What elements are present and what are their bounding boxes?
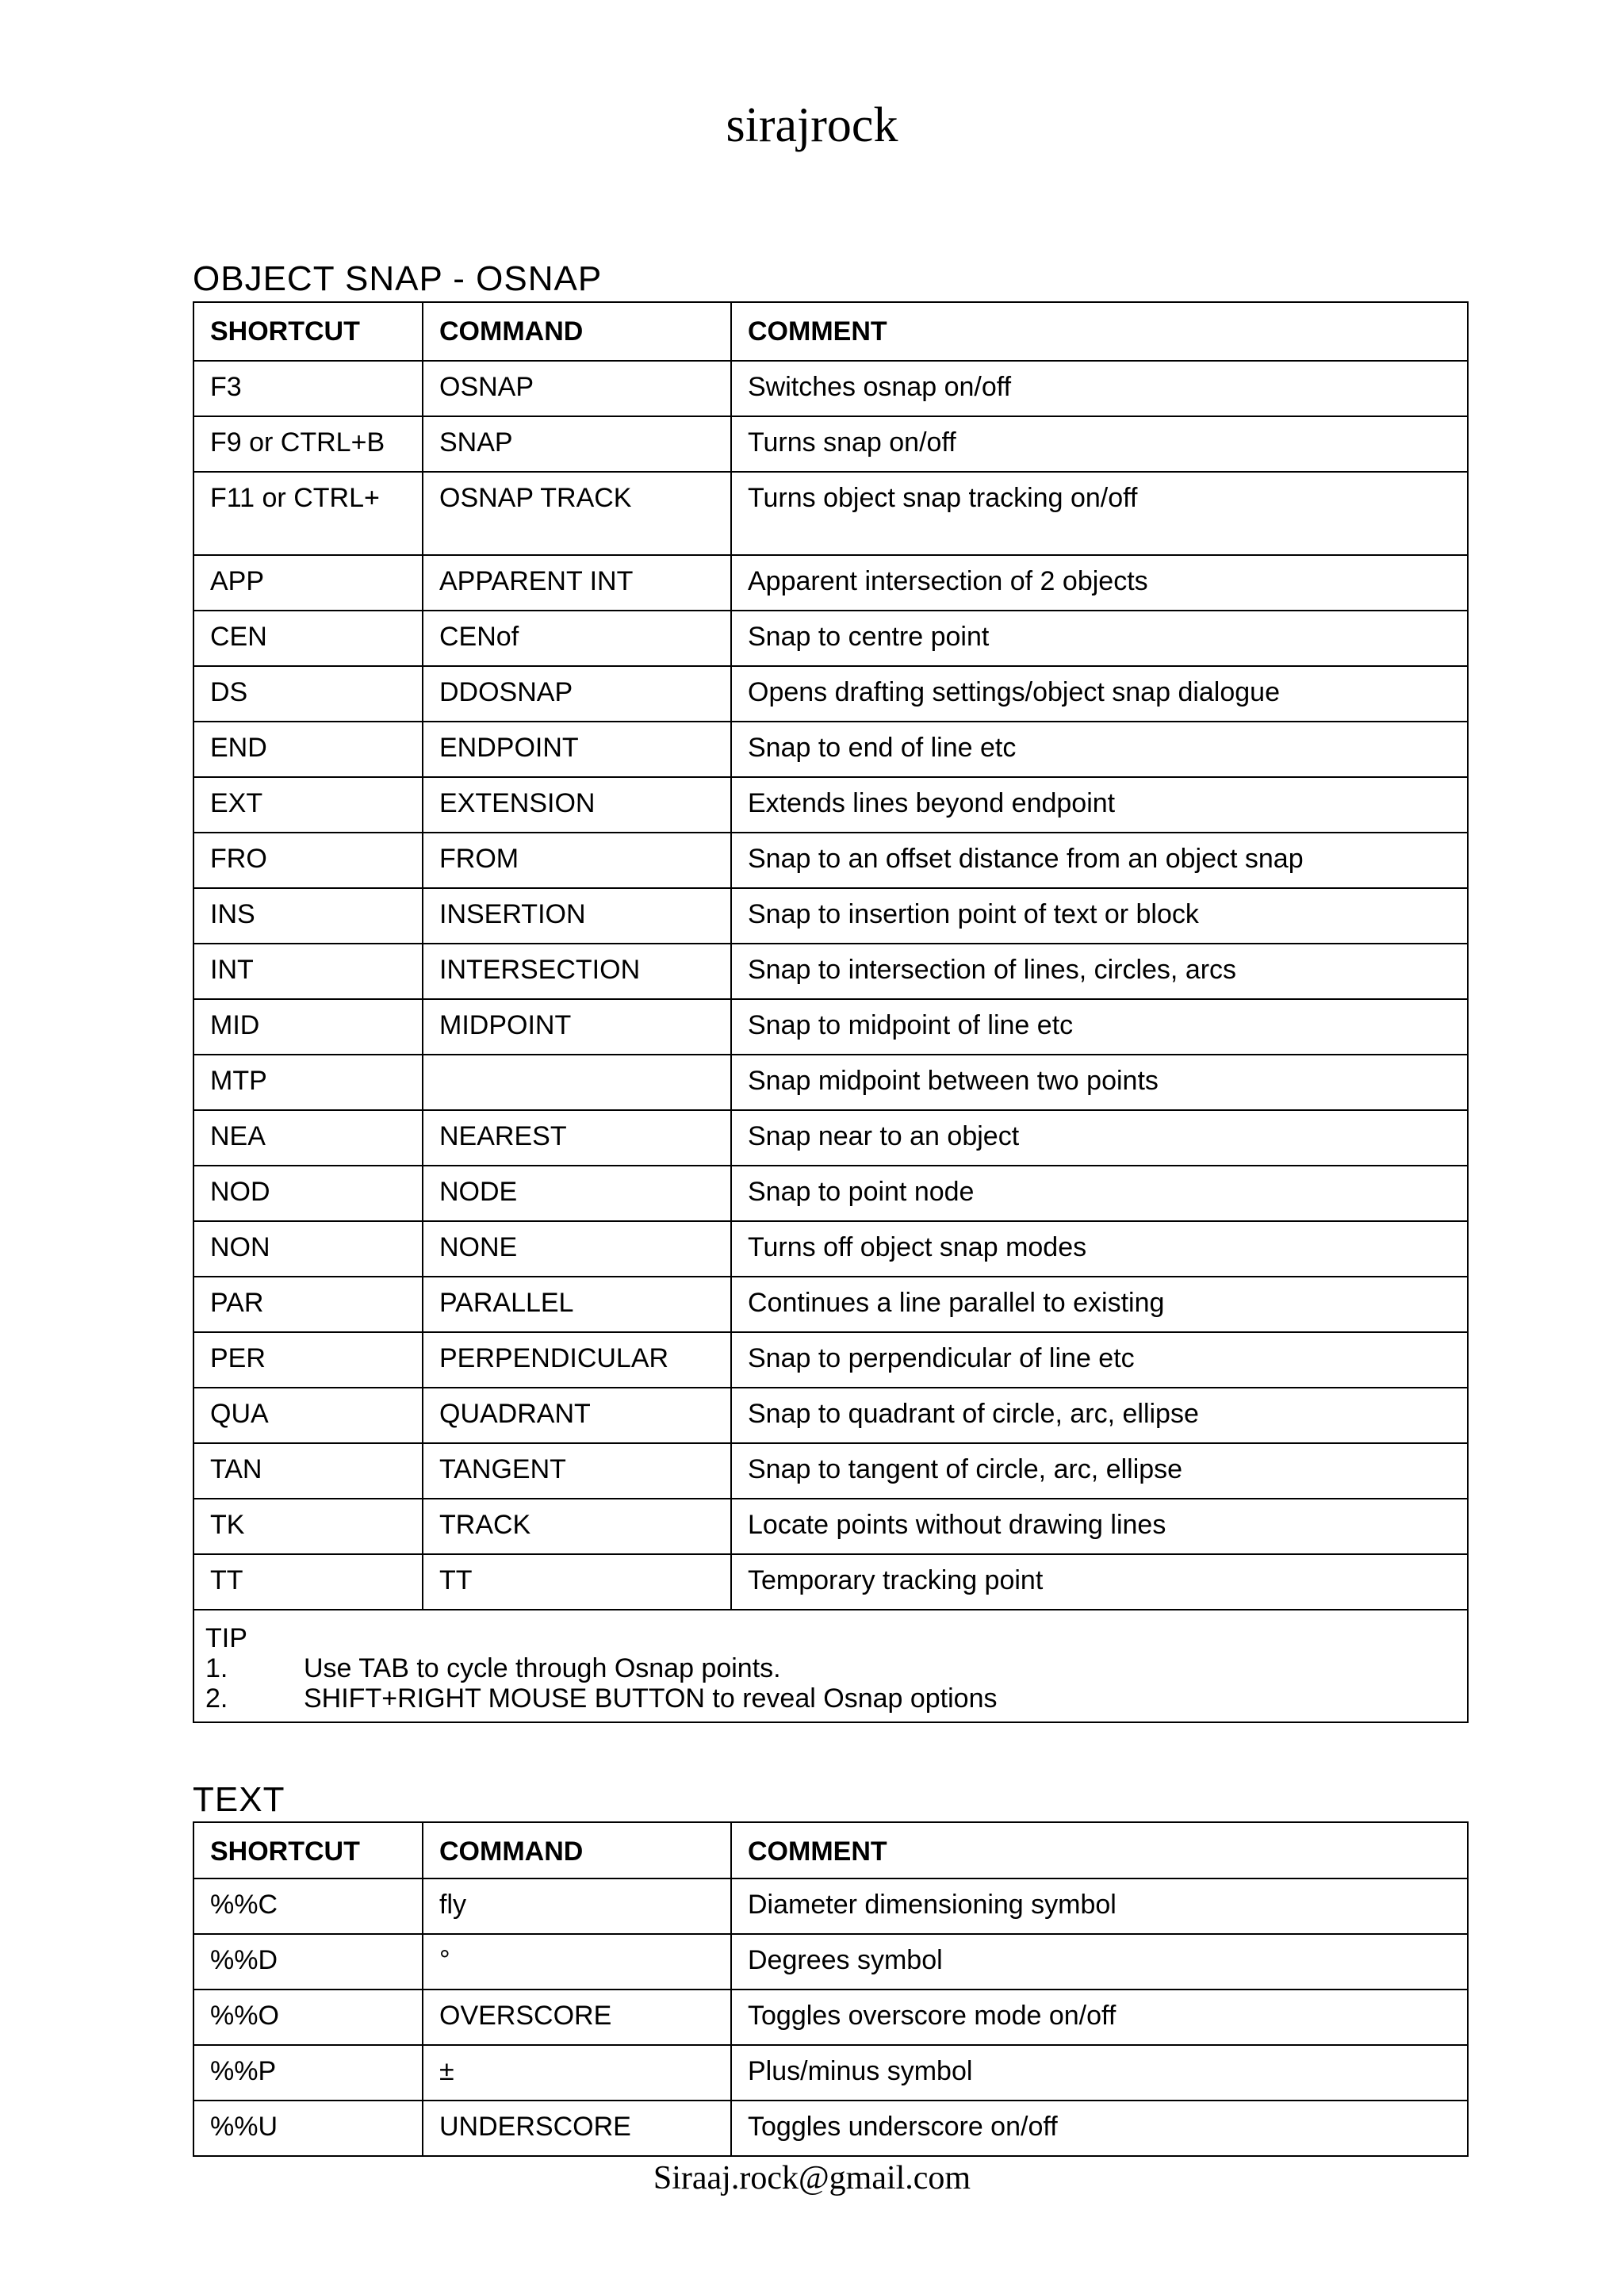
- command-cell: EXTENSION: [423, 777, 731, 833]
- command-cell: SNAP: [423, 416, 731, 472]
- comment-cell: Turns snap on/off: [731, 416, 1468, 472]
- shortcut-cell: NOD: [193, 1166, 423, 1221]
- command-cell: ﬂy: [423, 1878, 731, 1934]
- comment-cell: Snap to tangent of circle, arc, ellipse: [731, 1443, 1468, 1499]
- osnap-header-row: [193, 302, 1468, 361]
- command-cell: NONE: [423, 1221, 731, 1277]
- comment-cell: Snap near to an object: [731, 1110, 1468, 1166]
- comment-cell: Snap to intersection of lines, circles, arcs: [731, 944, 1468, 999]
- shortcut-cell: %%P: [193, 2045, 423, 2101]
- comment-cell: Snap to point node: [731, 1166, 1468, 1221]
- command-cell: ±: [423, 2045, 731, 2101]
- table-row: [193, 555, 1468, 611]
- table-row: [193, 1221, 1468, 1277]
- table-row: [193, 1388, 1468, 1443]
- table-row: [193, 2045, 1468, 2101]
- table-row: [193, 1878, 1468, 1934]
- shortcut-cell: NON: [193, 1221, 423, 1277]
- command-cell: TANGENT: [423, 1443, 731, 1499]
- table-row: [193, 944, 1468, 999]
- table-row: [193, 1990, 1468, 2045]
- page-header-title: sirajrock: [726, 98, 898, 152]
- tip-item-number: 2.: [205, 1683, 228, 1714]
- comment-cell: Snap to an offset distance from an object snap: [731, 833, 1468, 888]
- comment-cell: Snap to end of line etc: [731, 722, 1468, 777]
- shortcut-cell: TAN: [193, 1443, 423, 1499]
- comment-cell: Degrees symbol: [731, 1934, 1468, 1990]
- shortcut-cell: F11 or CTRL+: [193, 472, 423, 555]
- shortcut-cell: %%C: [193, 1878, 423, 1934]
- command-cell: FROM: [423, 833, 731, 888]
- table-row: [193, 1499, 1468, 1554]
- shortcut-cell: DS: [193, 666, 423, 722]
- tip-label: TIP: [205, 1623, 247, 1653]
- comment-cell: Switches osnap on/off: [731, 361, 1468, 416]
- command-cell: NEAREST: [423, 1110, 731, 1166]
- comment-cell: Extends lines beyond endpoint: [731, 777, 1468, 833]
- shortcut-cell: %%O: [193, 1990, 423, 2045]
- tip-item: [205, 1683, 1456, 1714]
- table-row: [193, 777, 1468, 833]
- comment-cell: Snap to perpendicular of line etc: [731, 1332, 1468, 1388]
- command-cell: INSERTION: [423, 888, 731, 944]
- table-row: [193, 999, 1468, 1055]
- table-row: [193, 666, 1468, 722]
- table-row: [193, 1055, 1468, 1110]
- table-row: [193, 833, 1468, 888]
- shortcut-cell: EXT: [193, 777, 423, 833]
- command-cell: PERPENDICULAR: [423, 1332, 731, 1388]
- text-table: [193, 1821, 1469, 2157]
- tip-item-text: SHIFT+RIGHT MOUSE BUTTON to reveal Osnap options: [304, 1683, 998, 1714]
- command-cell: QUADRANT: [423, 1388, 731, 1443]
- comment-cell: Plus/minus symbol: [731, 2045, 1468, 2101]
- comment-cell: Snap to insertion point of text or block: [731, 888, 1468, 944]
- table-row: [193, 1110, 1468, 1166]
- command-cell: TRACK: [423, 1499, 731, 1554]
- table-row: [193, 416, 1468, 472]
- tip-item: [205, 1653, 1456, 1683]
- table-row: [193, 1554, 1468, 1610]
- shortcut-cell: PAR: [193, 1277, 423, 1332]
- table-row: [193, 1443, 1468, 1499]
- table-row: [193, 722, 1468, 777]
- tip-item-number: 1.: [205, 1653, 228, 1683]
- command-cell: INTERSECTION: [423, 944, 731, 999]
- column-header-command: COMMAND: [423, 1822, 731, 1878]
- command-cell: OSNAP TRACK: [423, 472, 731, 555]
- column-header-shortcut: SHORTCUT: [193, 302, 423, 361]
- command-cell: DDOSNAP: [423, 666, 731, 722]
- command-cell: °: [423, 1934, 731, 1990]
- shortcut-cell: QUA: [193, 1388, 423, 1443]
- text-header-row: [193, 1822, 1468, 1878]
- table-row: [193, 1166, 1468, 1221]
- command-cell: [423, 1055, 731, 1110]
- command-cell: OVERSCORE: [423, 1990, 731, 2045]
- table-row: [193, 472, 1468, 555]
- comment-cell: Snap to centre point: [731, 611, 1468, 666]
- comment-cell: Turns object snap tracking on/off: [731, 472, 1468, 555]
- table-row: [193, 888, 1468, 944]
- column-header-command: COMMAND: [423, 302, 731, 361]
- command-cell: TT: [423, 1554, 731, 1610]
- command-cell: UNDERSCORE: [423, 2101, 731, 2156]
- comment-cell: Turns off object snap modes: [731, 1221, 1468, 1277]
- footer-email: Siraaj.rock@gmail.com: [653, 2160, 971, 2196]
- shortcut-cell: END: [193, 722, 423, 777]
- shortcut-cell: FRO: [193, 833, 423, 888]
- shortcut-cell: INS: [193, 888, 423, 944]
- comment-cell: Snap to quadrant of circle, arc, ellipse: [731, 1388, 1468, 1443]
- command-cell: OSNAP: [423, 361, 731, 416]
- comment-cell: Continues a line parallel to existing: [731, 1277, 1468, 1332]
- tip-row: [193, 1610, 1468, 1722]
- shortcut-cell: MID: [193, 999, 423, 1055]
- shortcut-cell: APP: [193, 555, 423, 611]
- command-cell: ENDPOINT: [423, 722, 731, 777]
- comment-cell: Snap to midpoint of line etc: [731, 999, 1468, 1055]
- shortcut-cell: MTP: [193, 1055, 423, 1110]
- comment-cell: Snap midpoint between two points: [731, 1055, 1468, 1110]
- comment-cell: Toggles overscore mode on/off: [731, 1990, 1468, 2045]
- text-section-title: TEXT: [193, 1780, 285, 1819]
- command-cell: CENof: [423, 611, 731, 666]
- table-row: [193, 2101, 1468, 2156]
- shortcut-cell: %%D: [193, 1934, 423, 1990]
- command-cell: PARALLEL: [423, 1277, 731, 1332]
- comment-cell: Toggles underscore on/off: [731, 2101, 1468, 2156]
- shortcut-cell: TT: [193, 1554, 423, 1610]
- comment-cell: Apparent intersection of 2 objects: [731, 555, 1468, 611]
- command-cell: NODE: [423, 1166, 731, 1221]
- shortcut-cell: F3: [193, 361, 423, 416]
- table-row: [193, 1332, 1468, 1388]
- shortcut-cell: TK: [193, 1499, 423, 1554]
- column-header-shortcut: SHORTCUT: [193, 1822, 423, 1878]
- comment-cell: Locate points without drawing lines: [731, 1499, 1468, 1554]
- comment-cell: Diameter dimensioning symbol: [731, 1878, 1468, 1934]
- tip-cell: [193, 1610, 1468, 1722]
- command-cell: APPARENT INT: [423, 555, 731, 611]
- shortcut-cell: %%U: [193, 2101, 423, 2156]
- osnap-table: [193, 301, 1469, 1723]
- shortcut-cell: CEN: [193, 611, 423, 666]
- shortcut-cell: F9 or CTRL+B: [193, 416, 423, 472]
- comment-cell: Temporary tracking point: [731, 1554, 1468, 1610]
- table-row: [193, 611, 1468, 666]
- osnap-section-title: OBJECT SNAP - OSNAP: [193, 259, 603, 298]
- comment-cell: Opens drafting settings/object snap dialogue: [731, 666, 1468, 722]
- table-row: [193, 1934, 1468, 1990]
- shortcut-cell: INT: [193, 944, 423, 999]
- command-cell: MIDPOINT: [423, 999, 731, 1055]
- table-row: [193, 1277, 1468, 1332]
- shortcut-cell: PER: [193, 1332, 423, 1388]
- column-header-comment: COMMENT: [731, 1822, 1468, 1878]
- column-header-comment: COMMENT: [731, 302, 1468, 361]
- table-row: [193, 361, 1468, 416]
- shortcut-cell: NEA: [193, 1110, 423, 1166]
- tip-item-text: Use TAB to cycle through Osnap points.: [304, 1653, 781, 1683]
